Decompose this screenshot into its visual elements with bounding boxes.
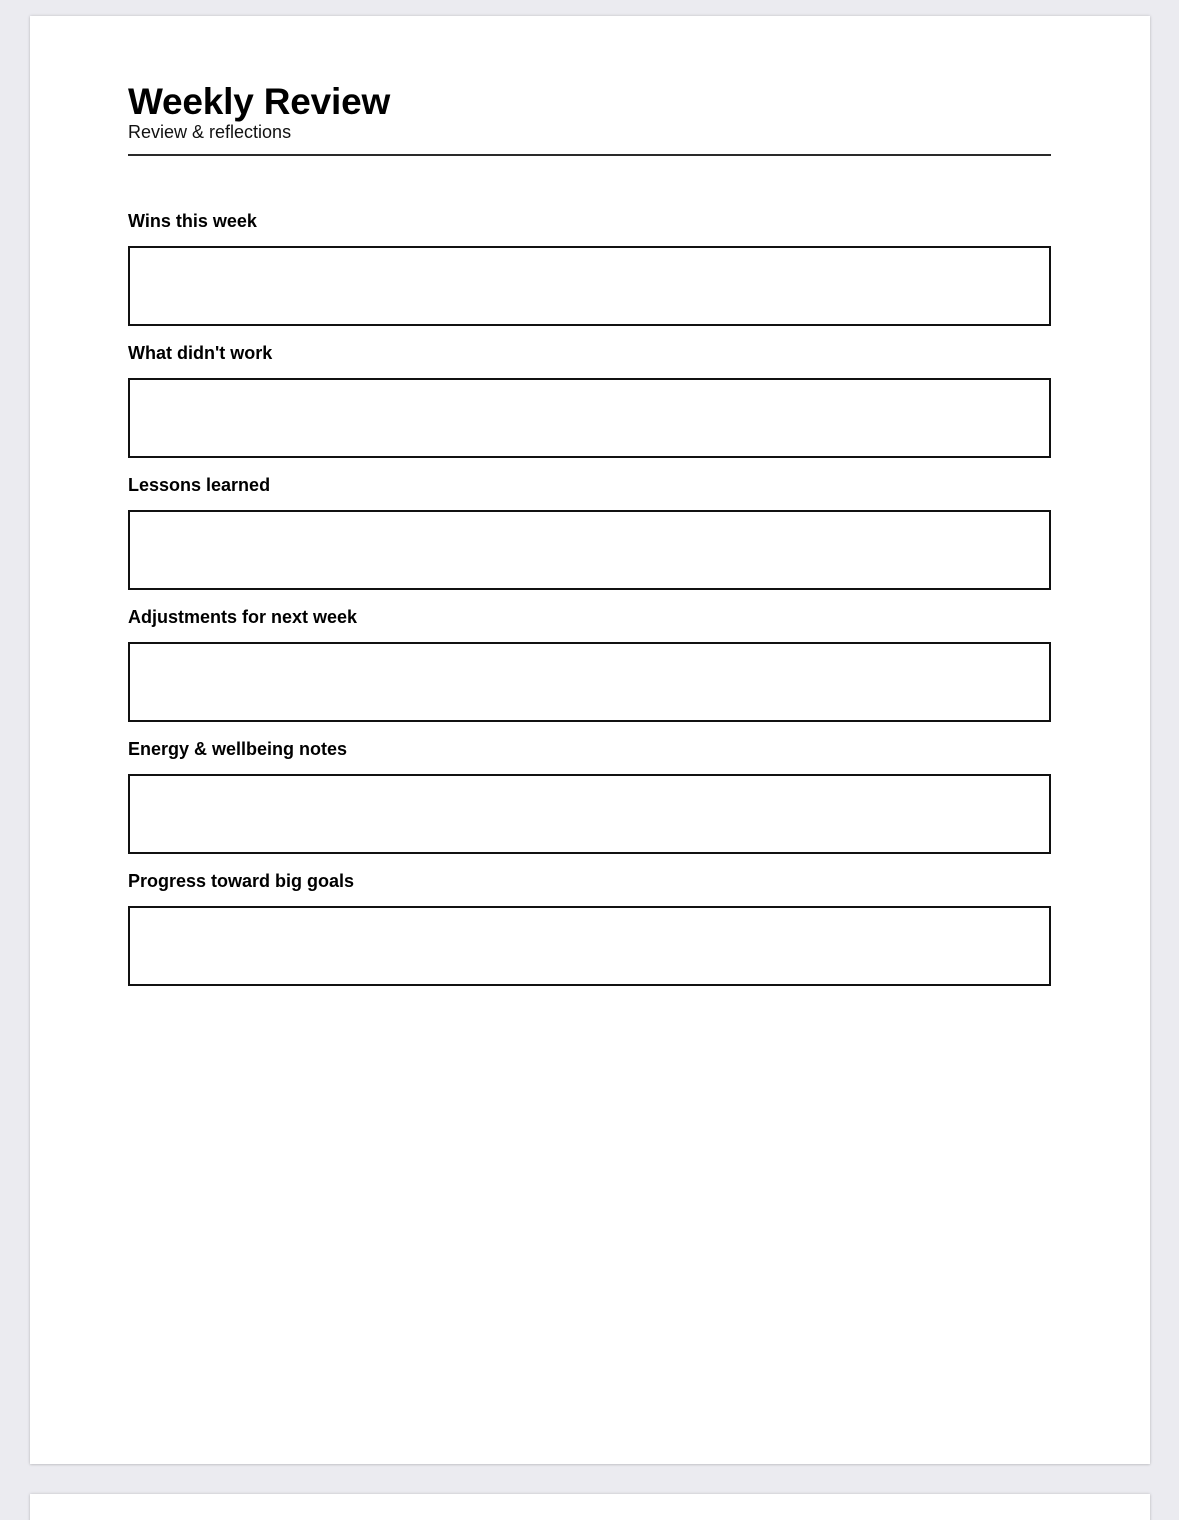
next-page [30,1494,1150,1520]
section-lessons-learned [128,474,1051,606]
page-header [128,82,1051,156]
section-label: Wins this week [128,211,257,231]
what-didnt-work-field[interactable] [128,378,1051,458]
adjustments-field[interactable] [128,642,1051,722]
wins-field[interactable] [128,246,1051,326]
section-label: What didn't work [128,343,273,363]
section-label: Lessons learned [128,475,271,495]
section-label: Progress toward big goals [128,871,355,891]
section-label: Energy & wellbeing notes [128,739,348,759]
section-what-didnt-work [128,342,1051,474]
section-adjustments [128,606,1051,738]
energy-wellbeing-field[interactable] [128,774,1051,854]
section-wins [128,210,1051,342]
page-title: Weekly Review [128,81,391,122]
page-subtitle: Review & reflections [128,122,292,142]
section-energy-wellbeing [128,738,1051,870]
section-progress-goals [128,870,1051,1002]
review-sections [128,210,1051,1002]
progress-goals-field[interactable] [128,906,1051,986]
section-label: Adjustments for next week [128,607,358,627]
page [30,16,1150,1464]
lessons-learned-field[interactable] [128,510,1051,590]
